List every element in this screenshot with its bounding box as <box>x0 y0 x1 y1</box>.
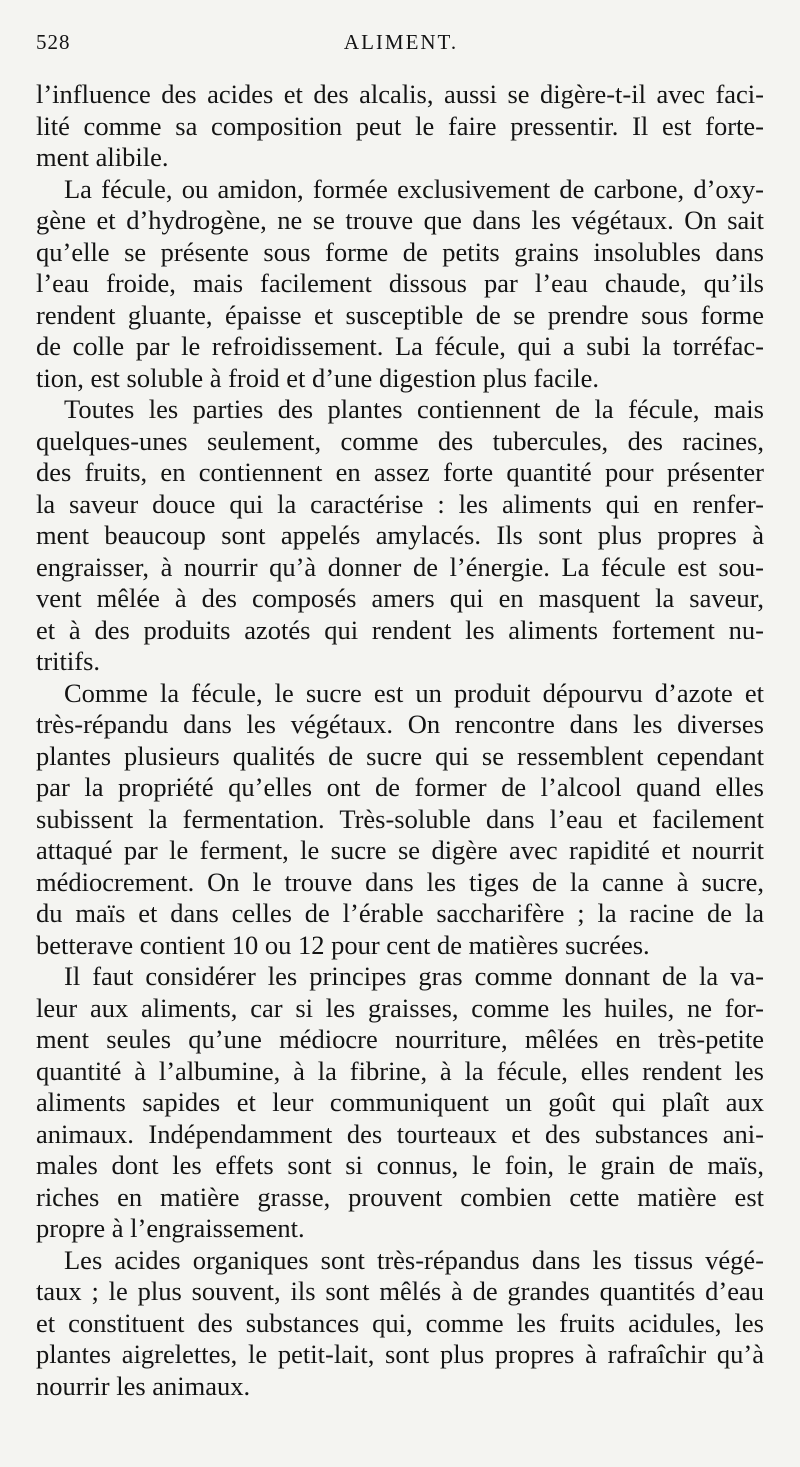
text-line: de colle par le refroidissement. La fécule, qui a subi la torréfac- <box>36 331 764 361</box>
running-head: ALIMENT. <box>343 30 459 54</box>
text-line: quelques-unes seulement, comme des tubercules, des racines, <box>36 425 764 456</box>
body-text <box>36 79 764 1402</box>
text-line: subissent la fermentation. Très-soluble dans l’eau et facilement <box>36 803 764 834</box>
text-line: ment alibile. <box>36 142 169 172</box>
text-line: l’eau froide, mais facilement dissous par l’eau chaude, qu’ils <box>36 268 764 298</box>
paragraph <box>36 678 764 962</box>
paragraph <box>36 394 764 678</box>
page-number: 528 <box>36 30 71 54</box>
text-line: par la propriété qu’elles ont de former de l’alcool quand elles <box>36 772 764 802</box>
text-line: riches en matière grasse, prouvent combien cette matière est <box>36 1181 764 1212</box>
text-line: ment seules qu’une médiocre nourriture, mêlées en très-petite <box>36 1024 764 1054</box>
text-line: propre à l’engraissement. <box>36 1213 305 1243</box>
text-line: taux ; le plus souvent, ils sont mêlés à de grandes quantités d’eau <box>36 1276 764 1306</box>
paragraph <box>36 174 764 395</box>
text-line: leur aux aliments, car si les graisses, comme les huiles, ne for- <box>36 992 764 1023</box>
text-line: tritifs. <box>36 646 101 676</box>
text-line: Il faut considérer les principes gras comme donnant de la va- <box>64 961 764 991</box>
text-line: rendent gluante, épaisse et susceptible de se prendre sous forme <box>36 299 764 330</box>
text-line: Toutes les parties des plantes contiennent de la fécule, mais <box>64 394 764 424</box>
text-line: plantes aigrelettes, le petit-lait, sont plus propres à rafraîchir qu’à <box>36 1339 764 1369</box>
text-line: et constituent des substances qui, comme les fruits acidules, les <box>36 1307 764 1338</box>
paragraph <box>36 961 764 1245</box>
paragraph <box>36 79 764 174</box>
text-line: attaqué par le ferment, le sucre se digère avec rapidité et nourrit <box>36 835 764 865</box>
text-line: lité comme sa composition peut le faire pressentir. Il est forte- <box>36 110 764 141</box>
text-line: des fruits, en contiennent en assez forte quantité pour présenter <box>36 457 764 487</box>
text-line: Comme la fécule, le sucre est un produit dépourvu d’azote et <box>64 677 764 708</box>
text-line: ment beaucoup sont appelés amylacés. Ils sont plus propres à <box>36 520 764 550</box>
text-line: aliments sapides et leur communiquent un goût qui plaît aux <box>36 1087 764 1117</box>
text-line: gène et d’hydrogène, ne se trouve que dans les végétaux. On sait <box>36 205 764 235</box>
text-line: Les acides organiques sont très-répandus dans les tissus végé- <box>64 1244 764 1275</box>
text-line: La fécule, ou amidon, formée exclusivement de carbone, d’oxy- <box>64 173 764 204</box>
text-line: plantes plusieurs qualités de sucre qui se ressemblent cependant <box>36 740 764 771</box>
text-line: la saveur douce qui la caractérise : les aliments qui en renfer- <box>36 488 764 519</box>
text-line: quantité à l’albumine, à la fibrine, à la fécule, elles rendent les <box>36 1055 764 1086</box>
text-line: betterave contient 10 ou 12 pour cent de matières sucrées. <box>36 929 650 960</box>
text-line: l’influence des acides et des alcalis, aussi se digère-t-il avec faci- <box>36 79 764 109</box>
text-line: engraisser, à nourrir qu’à donner de l’énergie. La fécule est sou- <box>36 551 764 582</box>
paragraph <box>36 1245 764 1403</box>
text-line: animaux. Indépendamment des tourteaux et des substances ani- <box>36 1118 764 1149</box>
text-line: tion, est soluble à froid et d’une digestion plus facile. <box>36 362 599 393</box>
text-line: et à des produits azotés qui rendent les aliments fortement nu- <box>36 614 764 645</box>
text-line: du maïs et dans celles de l’érable saccharifère ; la racine de la <box>36 898 764 928</box>
text-line: médiocrement. On le trouve dans les tiges de la canne à sucre, <box>36 866 764 897</box>
text-line: très-répandu dans les végétaux. On rencontre dans les diverses <box>36 709 764 739</box>
text-line: vent mêlée à des composés amers qui en masquent la saveur, <box>36 583 764 613</box>
page-header <box>36 30 766 64</box>
text-line: males dont les effets sont si connus, le foin, le grain de maïs, <box>36 1150 764 1180</box>
text-line: qu’elle se présente sous forme de petits grains insolubles dans <box>36 236 764 267</box>
text-line: nourrir les animaux. <box>36 1370 251 1401</box>
